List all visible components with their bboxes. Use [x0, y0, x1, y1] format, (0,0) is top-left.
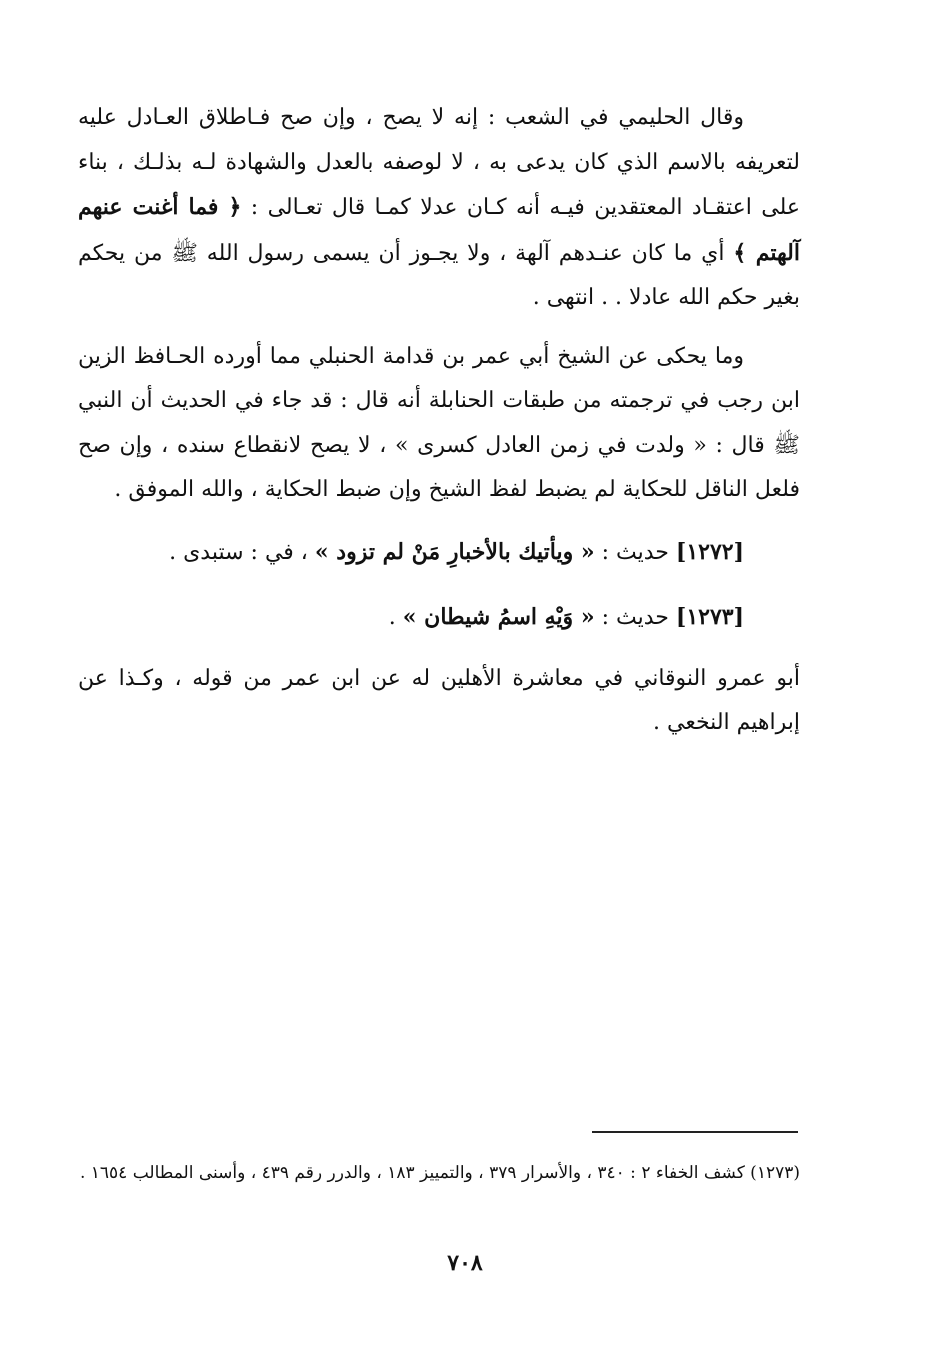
hadith-suffix: ، في : ستبدى .	[169, 539, 308, 565]
page-number: ٧٠٨	[447, 1250, 483, 1276]
quran-quote: ﴿ فما أغنت عنهم آلهتم ﴾	[78, 194, 800, 266]
footnote-text: (١٢٧٣) كشف الخفاء ٢ : ٣٤٠ ، والأسرار ٣٧٩ ، والتمييز ١٨٣ ، والدرر رقم ٤٣٩ ، وأسنى المطالب ١٦٥٤ .	[79, 1163, 800, 1183]
paragraph-halimi	[78, 96, 800, 321]
paragraph-text: أبو عمرو النوقاني في معاشرة الأهلين له عن ابن عمر من قوله ، وكـذا عن إبراهيم النخعي .	[78, 665, 800, 735]
paragraph-text: أي ما كان عنـدهم آلهة ، ولا يجـوز أن يسمى رسول الله ﷺ من يحكم بغير حكم الله عادلا . . انتهى .	[78, 240, 800, 310]
footnote-divider	[592, 1131, 798, 1133]
paragraph-text: وقال الحليمي في الشعب : إنه لا يصح ، وإن صح فـاطلاق العـادل عليه لتعريفه بالاسم الذي كان يدعى به ، لا لوصفه بالعدل والشهادة لـه بذلـك ، بناء على اعتقـاد المعتقدين فيـه أنه كـان عدلا كمـا قال تعـالى :	[78, 105, 800, 220]
hadith-entry-1272	[78, 527, 800, 578]
hadith-number: [١٢٧٣]	[675, 603, 744, 630]
footnote	[76, 1156, 800, 1190]
paragraph-nuqani	[78, 657, 800, 746]
hadith-label: حديث :	[601, 539, 669, 565]
hadith-number: [١٢٧٢]	[675, 538, 744, 565]
hadith-label: حديث :	[601, 604, 669, 630]
main-text-body	[78, 96, 800, 760]
hadith-entry-1273	[78, 592, 800, 643]
hadith-text: « وَيْهِ اسمُ شيطان »	[402, 603, 595, 630]
paragraph-ibn-qudama	[78, 335, 800, 513]
paragraph-text: وما يحكى عن الشيخ أبي عمر بن قدامة الحنبلي مما أورده الحـافظ الزين ابن رجب في ترجمته من طبقات الحنابلة أنه قال : قد جاء في الحديث أن النبي ﷺ قال : « ولدت في زمن العادل كسرى » ، لا يصح لانقطاع سنده ، وإن صح فلعل الناقل للحكاية لم يضبط لفظ الشيخ وإن ضبط الحكاية ، والله الموفق .	[78, 343, 800, 502]
hadith-suffix: .	[388, 604, 396, 630]
hadith-text: « ويأتيك بالأخبارِ مَنْ لم تزود »	[314, 538, 595, 565]
